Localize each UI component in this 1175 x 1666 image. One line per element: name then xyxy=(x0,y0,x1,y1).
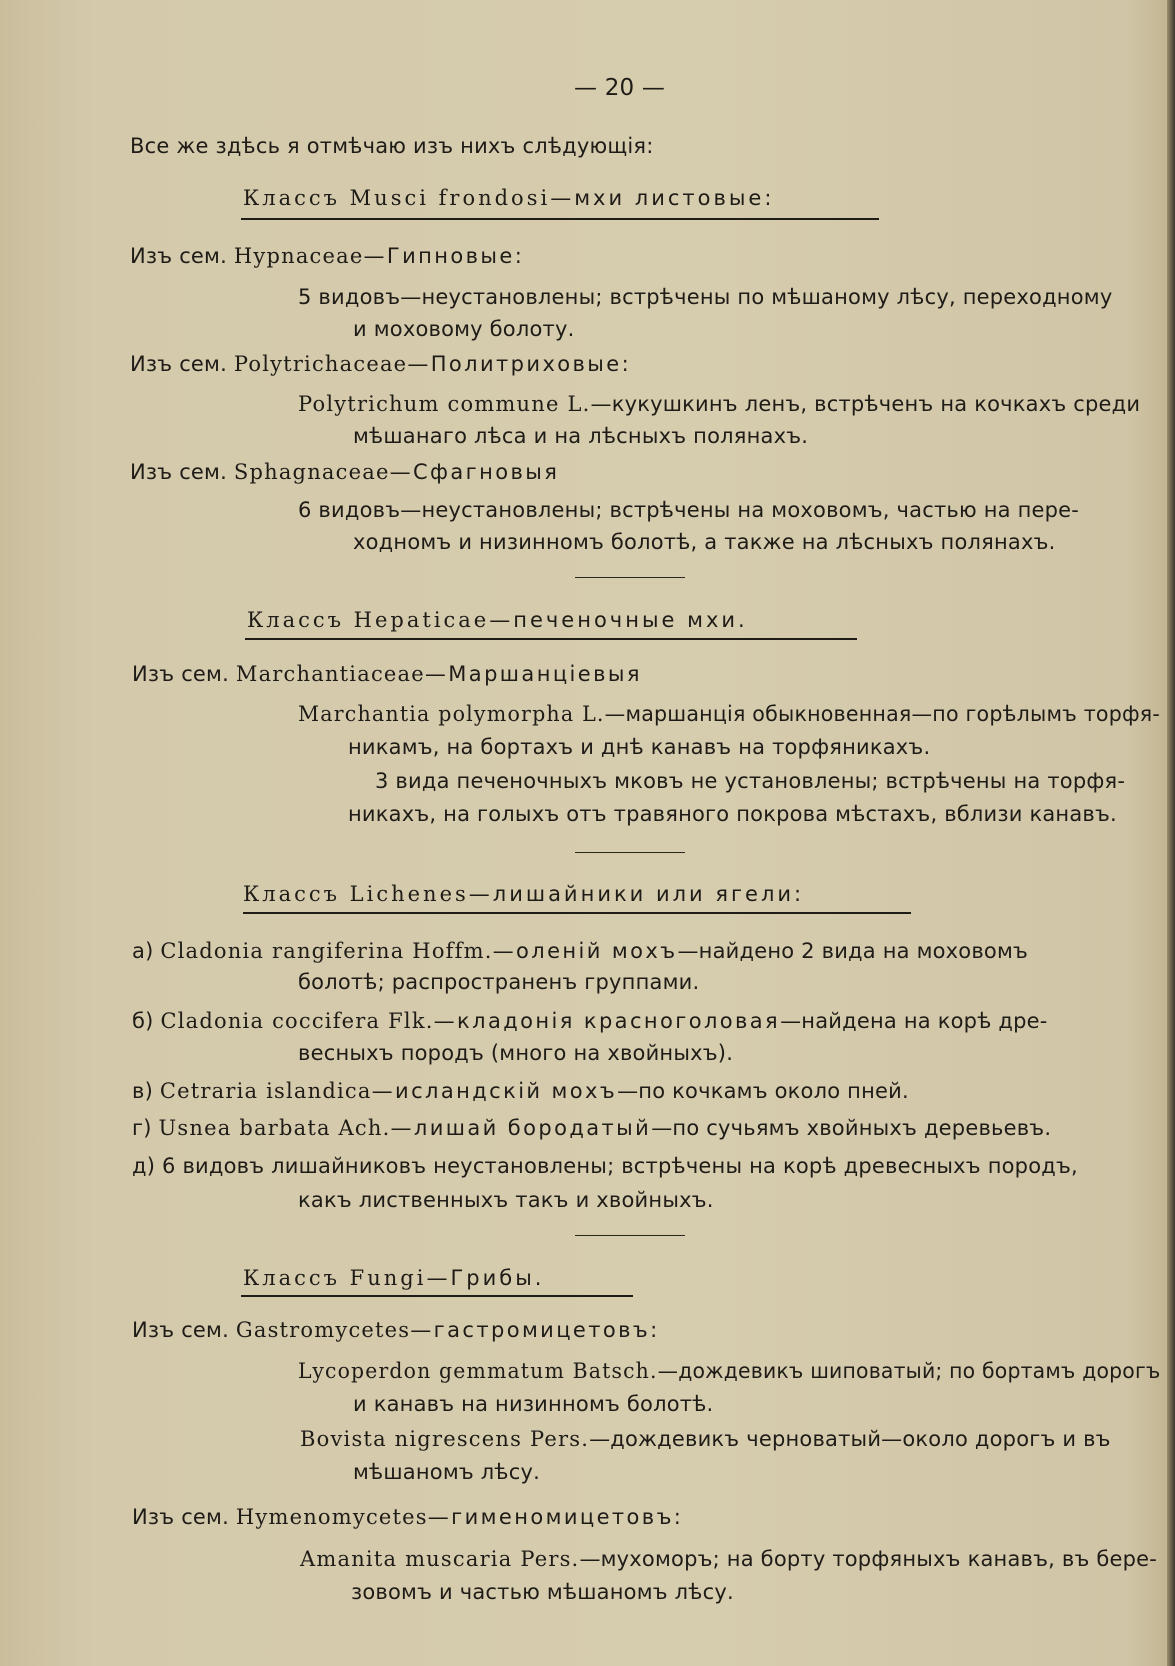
item-marker: в) xyxy=(132,1079,153,1103)
family-latin: Hymenomycetes xyxy=(235,1505,428,1529)
family-prefix: Изъ сем. xyxy=(132,1505,229,1529)
item-marker: а) xyxy=(132,939,154,963)
family-latin: Polytrichaceae xyxy=(233,352,408,376)
family-russian: —гименомицетовъ: xyxy=(427,1505,684,1529)
family-prefix: Изъ сем. xyxy=(132,662,229,686)
species-text: —кукушкинъ ленъ, встрѣченъ на кочкахъ среди xyxy=(590,392,1141,416)
entry-line: зовомъ и частью мѣшаномъ лѣсу. xyxy=(351,1580,734,1604)
entry-line: 3 вида печеночныхъ мковъ не установлены; встрѣчены на торфя- xyxy=(375,769,1126,793)
heading-russian: —мхи листовые: xyxy=(550,186,775,210)
list-item xyxy=(132,1114,1051,1142)
family-russian: —Гипновые: xyxy=(363,244,525,268)
entry-line: 6 видовъ—неустановлены; встрѣчены на моховомъ, частью на пере- xyxy=(298,498,1080,522)
family-line xyxy=(130,350,631,378)
item-text: —по сучьямъ хвойныхъ деревьевъ. xyxy=(651,1116,1052,1140)
heading-underline xyxy=(243,912,911,914)
page-edge-shadow xyxy=(1167,0,1175,1666)
list-item xyxy=(132,937,1028,965)
item-text: —по кочкамъ около пней. xyxy=(617,1079,909,1103)
intro-line: Все же здѣсь я отмѣчаю изъ нихъ слѣдующія: xyxy=(130,134,654,158)
heading-latin: Классъ Lichenes xyxy=(243,882,469,906)
entry-line: болотѣ; распространенъ группами. xyxy=(298,970,700,994)
species-latin: Polytrichum commune L. xyxy=(298,392,591,416)
page-number: — 20 — xyxy=(574,75,666,101)
heading-latin: Классъ Musci frondosi xyxy=(243,186,551,210)
item-marker: д) xyxy=(132,1154,156,1178)
species-text: —дождевикъ шиповатый; по бортамъ дорогъ xyxy=(657,1359,1161,1383)
family-russian: —Сфагновыя xyxy=(389,460,560,484)
entry-line xyxy=(300,1425,1111,1453)
item-marker: б) xyxy=(132,1009,154,1033)
species-latin: Cetraria islandica xyxy=(159,1079,372,1103)
entry-line: какъ лиственныхъ такъ и хвойныхъ. xyxy=(298,1188,714,1212)
list-item xyxy=(132,1007,1048,1035)
family-line xyxy=(132,1316,660,1344)
family-russian: —гастромицетовъ: xyxy=(410,1318,660,1342)
heading-russian: —лишайники или ягели: xyxy=(468,882,805,906)
list-item xyxy=(132,1152,1078,1180)
species-latin: Lycoperdon gemmatum Batsch. xyxy=(298,1359,658,1383)
entry-line: никахъ, на голыхъ отъ травяного покрова мѣстахъ, вблизи канавъ. xyxy=(348,802,1117,826)
species-latin: Cladonia rangiferina Hoffm. xyxy=(160,939,493,963)
family-prefix: Изъ сем. xyxy=(130,352,227,376)
species-text: —дождевикъ черноватый—около дорогъ и въ xyxy=(589,1427,1111,1451)
entry-line: 5 видовъ—неустановлены; встрѣчены по мѣшаному лѣсу, переходному xyxy=(298,285,1113,309)
heading-latin: Классъ Fungi xyxy=(243,1266,427,1290)
section-heading-musci xyxy=(243,184,774,212)
heading-latin: Классъ Hepaticae xyxy=(247,608,490,632)
family-line xyxy=(130,242,524,270)
list-item xyxy=(132,1077,909,1105)
family-latin: Gastromycetes xyxy=(235,1318,411,1342)
section-heading-lichenes xyxy=(243,880,804,908)
entry-line: весныхъ породъ (много на хвойныхъ). xyxy=(298,1041,734,1065)
family-russian: —Маршанцiевыя xyxy=(424,662,642,686)
section-divider xyxy=(575,852,685,853)
entry-line: никамъ, на бортахъ и днѣ канавъ на торфяникахъ. xyxy=(348,735,931,759)
family-prefix: Изъ сем. xyxy=(132,1318,229,1342)
family-prefix: Изъ сем. xyxy=(130,244,227,268)
family-line xyxy=(132,1503,683,1531)
entry-line: ходномъ и низинномъ болотѣ, а также на лѣсныхъ полянахъ. xyxy=(353,530,1056,554)
family-latin: Sphagnaceae xyxy=(233,460,390,484)
species-russian: —кладонія красноголовая xyxy=(433,1009,781,1033)
section-heading-fungi xyxy=(243,1264,544,1292)
heading-underline xyxy=(241,218,879,220)
heading-russian: —печеночные мхи. xyxy=(489,608,748,632)
family-russian: —Политриховые: xyxy=(407,352,632,376)
entry-line xyxy=(300,1545,1157,1573)
family-line xyxy=(132,660,642,688)
item-text: 6 видовъ лишайниковъ неустановлены; встрѣчены на корѣ древесныхъ породъ, xyxy=(162,1154,1078,1178)
heading-russian: —Грибы. xyxy=(426,1266,545,1290)
entry-line xyxy=(298,700,1160,728)
species-latin: Usnea barbata Ach. xyxy=(158,1116,391,1140)
species-latin: Marchantia polymorpha L. xyxy=(298,702,605,726)
species-russian: —исландскій мохъ xyxy=(371,1079,618,1103)
heading-underline xyxy=(245,638,857,640)
section-heading-hepaticae xyxy=(247,606,748,634)
species-latin: Cladonia coccifera Flk. xyxy=(160,1009,434,1033)
section-divider xyxy=(575,577,685,578)
species-text: —маршанція обыкновенная—по горѣлымъ торфя- xyxy=(604,702,1161,726)
family-latin: Marchantiaceae xyxy=(235,662,425,686)
species-latin: Bovista nigrescens Pers. xyxy=(300,1427,590,1451)
species-russian: —оленій мохъ xyxy=(492,939,678,963)
family-prefix: Изъ сем. xyxy=(130,460,227,484)
item-text: —найдено 2 вида на моховомъ xyxy=(677,939,1029,963)
entry-line: и канавъ на низинномъ болотѣ. xyxy=(353,1392,714,1416)
heading-underline xyxy=(241,1295,633,1297)
item-text: —найдена на корѣ дре- xyxy=(780,1009,1048,1033)
entry-line: мѣшаномъ лѣсу. xyxy=(353,1460,540,1484)
entry-line xyxy=(298,390,1140,418)
species-russian: —лишай бородатый xyxy=(390,1116,652,1140)
family-line xyxy=(130,458,559,486)
section-divider xyxy=(575,1235,685,1236)
entry-line: и моховому болоту. xyxy=(353,317,575,341)
family-latin: Hypnaceae xyxy=(233,244,364,268)
item-marker: г) xyxy=(132,1116,152,1140)
species-latin: Amanita muscaria Pers. xyxy=(300,1547,580,1571)
entry-line: мѣшанаго лѣса и на лѣсныхъ полянахъ. xyxy=(353,424,809,448)
entry-line xyxy=(298,1357,1160,1385)
species-text: —мухоморъ; на борту торфяныхъ канавъ, въ бере- xyxy=(579,1547,1158,1571)
